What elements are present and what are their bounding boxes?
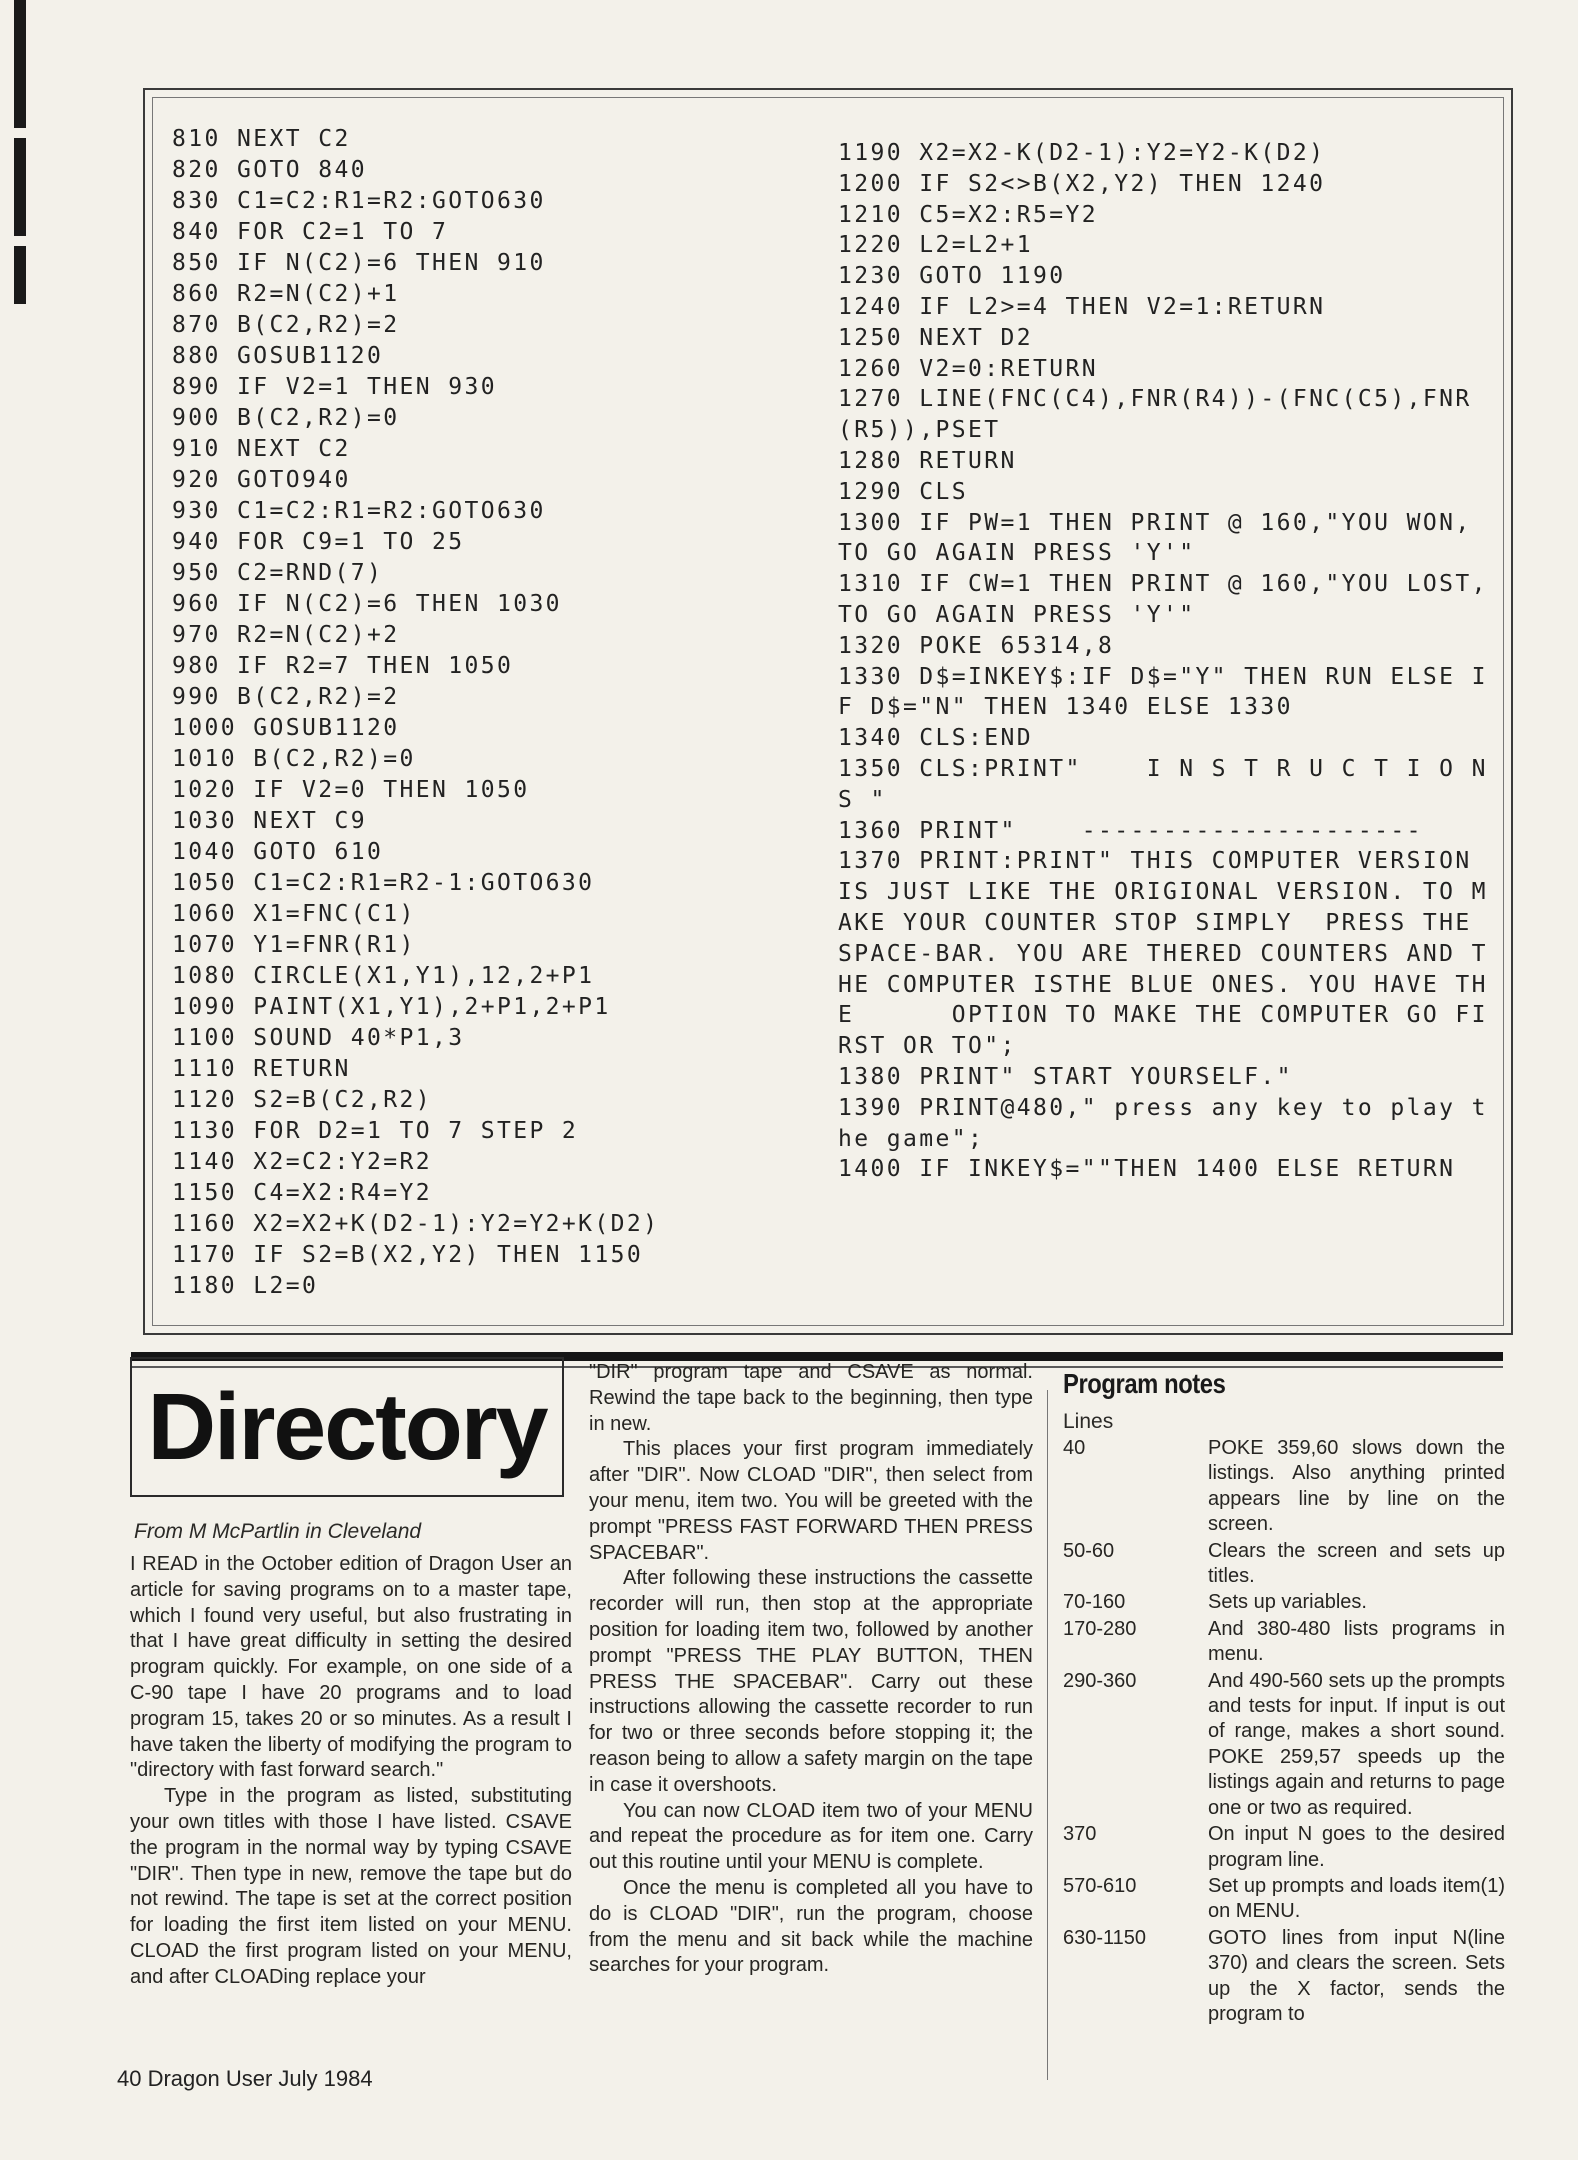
code-line: 1110 RETURN (172, 1056, 351, 1082)
code-line: 1080 CIRCLE(X1,Y1),12,2+P1 (172, 963, 595, 989)
column-divider (1047, 1390, 1048, 2080)
scan-edge-mark-bottom (14, 246, 26, 304)
code-line: 1100 SOUND 40*P1,3 (172, 1025, 465, 1051)
article-paragraph: "DIR" program tape and CSAVE as normal. Rewind the tape back to the beginning, then type in new. (589, 1361, 1033, 1435)
code-line: 890 IF V2=1 THEN 930 (172, 374, 497, 400)
program-listing-right (838, 138, 1505, 1185)
program-note-description: And 380-480 lists programs in menu. (1208, 1617, 1505, 1666)
code-line: 1370 PRINT:PRINT" THIS COMPUTER VERSION IS JUST LIKE THE ORIGIONAL VERSION. TO MAKE YOUR COUNTER STOP SIMPLY PRESS THE SPACE-BAR. YOU ARE THERED COUNTERS AND THE COMPUTER ISTHE BLUE ONES. YOU HAVE THE OPTION TO MAKE THE COMPUTER GO FIRST OR TO"; (838, 848, 1488, 1060)
code-line: 830 C1=C2:R1=R2:GOTO630 (172, 188, 546, 214)
article-byline: From M McPartlin in Cleveland (134, 1520, 422, 1543)
scan-edge-mark-middle (14, 138, 26, 236)
code-line: 810 NEXT C2 (172, 126, 351, 152)
program-note-lines: 170-280 (1063, 1617, 1137, 1640)
article-column-middle (589, 1360, 1033, 1979)
code-line: 1260 V2=0:RETURN (838, 355, 1098, 382)
program-notes-lines-heading: Lines (1063, 1410, 1114, 1433)
code-line: 1280 RETURN (838, 447, 1017, 474)
code-line: 940 FOR C9=1 TO 25 (172, 529, 465, 555)
code-line: 970 R2=N(C2)+2 (172, 622, 400, 648)
code-line: 920 GOTO940 (172, 467, 351, 493)
program-notes-list (1060, 1436, 1505, 2027)
code-line: 1390 PRINT@480," press any key to play the game"; (838, 1094, 1488, 1152)
code-line: 1040 GOTO 610 (172, 839, 384, 865)
program-note-row (1060, 1926, 1505, 2028)
code-line: 1140 X2=C2:Y2=R2 (172, 1149, 432, 1175)
program-note-row (1060, 1590, 1505, 1615)
program-note-description: GOTO lines from input N(line 370) and clears the screen. Sets up the X factor, sends the program to (1208, 1926, 1505, 2025)
article-paragraph: After following these instructions the cassette recorder will run, then stop at the appropriate position for loading item two, followed by another prompt "PRESS THE PLAY BUTTON, THEN PRESS THE SPACEBAR". Carry out these instructions allowing the cassette recorder to run for two or three seconds before stopping it; the reason being to allow a safety margin on the tape in case it overshoots. (589, 1567, 1033, 1796)
program-note-description: Clears the screen and sets up titles. (1208, 1539, 1505, 1588)
code-line: 1220 L2=L2+1 (838, 232, 1033, 259)
code-line: 1360 PRINT" --------------------- (838, 817, 1423, 844)
code-line: 1250 NEXT D2 (838, 324, 1033, 351)
program-note-row (1060, 1617, 1505, 1668)
program-note-row (1060, 1669, 1505, 1821)
program-note-lines: 370 (1063, 1823, 1097, 1846)
code-line: 1270 LINE(FNC(C4),FNR(R4))-(FNC(C5),FNR(R5)),PSET (838, 386, 1472, 444)
article-paragraph: Once the menu is completed all you have to do is CLOAD "DIR", run the program, choose from the menu and sit back while the machine searches for your program. (589, 1876, 1033, 1977)
code-line: 1380 PRINT" START YOURSELF." (838, 1063, 1293, 1090)
code-line: 1300 IF PW=1 THEN PRINT @ 160,"YOU WON, TO GO AGAIN PRESS 'Y'" (838, 509, 1488, 567)
program-note-row (1060, 1822, 1505, 1873)
code-line: 1120 S2=B(C2,R2) (172, 1087, 432, 1113)
code-line: 1070 Y1=FNR(R1) (172, 932, 416, 958)
code-line: 990 B(C2,R2)=2 (172, 684, 400, 710)
code-line: 870 B(C2,R2)=2 (172, 312, 400, 338)
code-line: 1240 IF L2>=4 THEN V2=1:RETURN (838, 293, 1326, 320)
code-line: 1330 D$=INKEY$:IF D$="Y" THEN RUN ELSE IF D$="N" THEN 1340 ELSE 1330 (838, 663, 1488, 721)
page-footer: 40 Dragon User July 1984 (117, 2066, 373, 2091)
code-line: 1290 CLS (838, 478, 968, 505)
code-line: 1030 NEXT C9 (172, 808, 367, 834)
program-listing-left (172, 124, 862, 1302)
program-note-description: On input N goes to the desired program line. (1208, 1823, 1505, 1871)
code-line: 1150 C4=X2:R4=Y2 (172, 1180, 432, 1206)
code-line: 1200 IF S2<>B(X2,Y2) THEN 1240 (838, 170, 1326, 197)
code-line: 950 C2=RND(7) (172, 560, 384, 586)
code-line: 1010 B(C2,R2)=0 (172, 746, 416, 772)
program-note-lines: 570-610 (1063, 1874, 1137, 1897)
program-note-lines: 50-60 (1063, 1539, 1115, 1562)
code-line: 1190 X2=X2-K(D2-1):Y2=Y2-K(D2) (838, 140, 1326, 166)
program-note-row (1060, 1874, 1505, 1925)
program-note-lines: 40 (1063, 1437, 1086, 1459)
code-line: 1400 IF INKEY$=""THEN 1400 ELSE RETURN (838, 1156, 1456, 1183)
code-line: 1000 GOSUB1120 (172, 715, 400, 741)
code-line: 840 FOR C2=1 TO 7 (172, 219, 449, 245)
program-note-description: And 490-560 sets up the prompts and tests for input. If input is out of range, makes a short sound. POKE 259,57 speeds up the listings again and returns to page one or two as required. (1208, 1669, 1505, 1819)
scan-edge-mark-top (14, 0, 26, 128)
code-line: 1160 X2=X2+K(D2-1):Y2=Y2+K(D2) (172, 1211, 660, 1237)
code-line: 850 IF N(C2)=6 THEN 910 (172, 250, 546, 276)
program-notes-title: Program notes (1063, 1368, 1226, 1399)
code-line: 820 GOTO 840 (172, 157, 367, 183)
code-line: 1170 IF S2=B(X2,Y2) THEN 1150 (172, 1242, 644, 1268)
code-line: 1130 FOR D2=1 TO 7 STEP 2 (172, 1118, 579, 1144)
code-line: 1050 C1=C2:R1=R2-1:GOTO630 (172, 870, 595, 896)
code-line: 930 C1=C2:R1=R2:GOTO630 (172, 498, 546, 524)
code-line: 1210 C5=X2:R5=Y2 (838, 201, 1098, 228)
code-line: 960 IF N(C2)=6 THEN 1030 (172, 591, 562, 617)
code-line: 860 R2=N(C2)+1 (172, 281, 400, 307)
program-note-lines: 630-1150 (1063, 1926, 1147, 1949)
code-line: 1340 CLS:END (838, 725, 1033, 752)
program-note-lines: 290-360 (1063, 1669, 1137, 1692)
article-paragraph: Type in the program as listed, substituting your own titles with those I have listed. CSAVE the program in the normal way by typing CSAVE "DIR". Then type in new, remove the tape but do not rewind. The tape is set at the correct position for loading the first item listed on your MENU. CLOAD the first program listed on your MENU, and after CLOADing replace your (130, 1785, 572, 1988)
code-line: 1060 X1=FNC(C1) (172, 901, 416, 927)
program-note-description: Set up prompts and loads item(1) on MENU. (1208, 1874, 1505, 1923)
program-note-lines: 70-160 (1063, 1591, 1126, 1614)
article-title: Directory (130, 1357, 564, 1497)
program-note-description: POKE 359,60 slows down the listings. Also anything printed appears line by line on the screen. (1208, 1437, 1505, 1536)
program-note-row (1060, 1539, 1505, 1590)
code-line: 1020 IF V2=0 THEN 1050 (172, 777, 530, 803)
article-column-left (130, 1520, 572, 1991)
program-note-row (1060, 1436, 1505, 1538)
article-paragraph: I READ in the October edition of Dragon User an article for saving programs on to a master tape, which I found very useful, but also frustrating in that I have great difficulty in setting the desired program quickly. For example, on one side of a C-90 tape I have 20 programs and to load program 15, takes 20 or so minutes. As a result I have taken the liberty of modifying the program to "directory with fast forward search." (130, 1553, 572, 1782)
code-line: 1090 PAINT(X1,Y1),2+P1,2+P1 (172, 994, 611, 1020)
code-line: 900 B(C2,R2)=0 (172, 405, 400, 431)
code-line: 1350 CLS:PRINT" I N S T R U C T I O N S " (838, 755, 1505, 813)
code-line: 1230 GOTO 1190 (838, 263, 1066, 290)
article-paragraph: This places your first program immediately after "DIR". Now CLOAD "DIR", then select from your menu, item two. You will be greeted with the prompt "PRESS FAST FORWARD THEN PRESS SPACEBAR". (589, 1438, 1033, 1564)
code-line: 1180 L2=0 (172, 1273, 319, 1299)
code-line: 880 GOSUB1120 (172, 343, 384, 369)
code-line: 1310 IF CW=1 THEN PRINT @ 160,"YOU LOST, TO GO AGAIN PRESS 'Y'" (838, 571, 1505, 628)
article-paragraph: You can now CLOAD item two of your MENU and repeat the procedure as for item one. Carry out this routine until your MENU is complete. (589, 1799, 1033, 1874)
code-line: 1320 POKE 65314,8 (838, 632, 1115, 659)
program-notes (1060, 1368, 1505, 2028)
code-line: 910 NEXT C2 (172, 436, 351, 462)
program-note-description: Sets up variables. (1208, 1591, 1367, 1614)
code-line: 980 IF R2=7 THEN 1050 (172, 653, 514, 679)
